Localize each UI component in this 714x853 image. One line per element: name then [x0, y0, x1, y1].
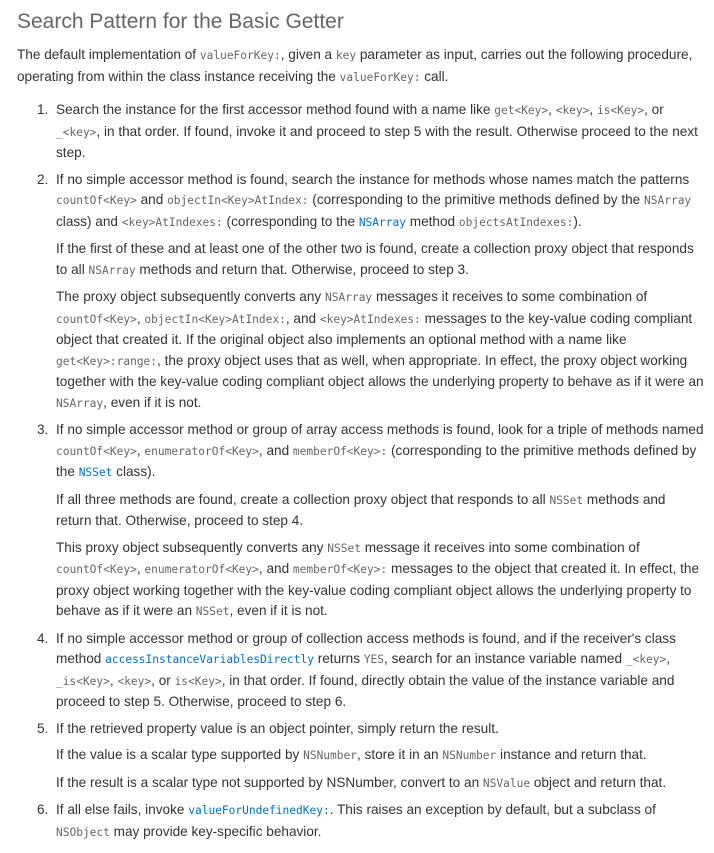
text-run: (corresponding to the primitive methods defined by the [56, 442, 697, 479]
step-paragraph [56, 490, 704, 532]
step-item [17, 800, 704, 843]
text-run: , and [258, 442, 293, 458]
step-item [17, 170, 704, 415]
api-link[interactable]: accessInstanceVariablesDirectly [105, 653, 314, 666]
step-number: 6. [37, 802, 49, 817]
inline-code: NSObject [56, 825, 110, 839]
inline-code: <key> [555, 104, 590, 117]
inline-code: NSNumber [303, 749, 357, 762]
inline-code: NSArray [88, 263, 136, 277]
text-run: , and [258, 561, 293, 576]
inline-code: memberOf<Key>: [292, 563, 388, 576]
text-run: , in that order. If found, directly obtain the value of the instance variable and proceed to step 5. Otherwise, proceed to step 6. [56, 672, 675, 709]
inline-code: memberOf<Key>: [292, 444, 388, 458]
step-number: 2. [37, 171, 49, 187]
inline-code: objectsAtIndexes: [458, 215, 574, 229]
inline-code: NSSet [549, 493, 584, 507]
step-paragraph [56, 100, 704, 164]
text-run: , [589, 102, 597, 117]
text-run: messages it receives to some combination of [372, 289, 648, 304]
inline-code: countOf<Key> [56, 312, 137, 326]
inline-code: is<Key> [174, 674, 222, 688]
step-number: 5. [37, 720, 49, 736]
text-run: If all three methods are found, create a collection proxy object that responds to all [56, 491, 550, 507]
inline-code: enumeratorOf<Key> [144, 563, 259, 576]
inline-code: NSSet [195, 605, 230, 618]
text-run: This proxy object subsequently converts any [56, 539, 328, 555]
text-run: , even if it is not. [103, 394, 202, 410]
api-link[interactable]: valueForUndefinedKey: [188, 804, 330, 817]
step-item [17, 100, 704, 164]
text-run: may provide key-specific behavior. [109, 823, 322, 839]
text-run: If the value is a scalar type supported by [56, 747, 304, 762]
step-paragraph [56, 773, 704, 795]
text-run: The default implementation of [17, 47, 200, 62]
text-run: , [548, 102, 556, 117]
page-title: Search Pattern for the Basic Getter [17, 10, 344, 33]
step-paragraph [56, 538, 704, 623]
text-run: method [405, 213, 459, 229]
text-run: , search for an instance variable named [384, 651, 626, 666]
text-run: returns [313, 651, 364, 666]
text-run: parameter as input, carries out the following procedure, operating from within the class instance receiving the [17, 47, 693, 84]
inline-code: <key>AtIndexes: [121, 215, 223, 229]
inline-code: get<Key> [494, 104, 549, 117]
text-run: If the result is a scalar type not supported by NSNumber, convert to an [56, 774, 483, 790]
inline-code: NSSet [327, 541, 361, 555]
inline-code: valueForKey: [339, 70, 421, 84]
text-run: If no simple accessor method or group of array access methods is found, look for a triple of methods named [56, 422, 704, 437]
step-number: 4. [37, 630, 49, 646]
text-run: message it receives into some combination of [360, 539, 640, 555]
text-run: call. [420, 68, 449, 84]
inline-code: objectIn<Key>AtIndex: [144, 312, 286, 326]
inline-code: <key> [117, 674, 152, 688]
text-run: , [109, 672, 118, 688]
step-paragraph [56, 420, 704, 484]
step-paragraph [56, 239, 704, 281]
text-run: The proxy object subsequently converts any [56, 289, 326, 304]
text-run: If the first of these and at least one of the other two is found, create a collection proxy object that responds to all [56, 241, 694, 277]
text-run: , [136, 442, 145, 458]
text-run: If no simple accessor method or group of collection access methods is found, and if the receiver's class method [56, 630, 676, 666]
inline-code: _<key> [625, 653, 667, 666]
inline-code: countOf<Key> [56, 194, 137, 207]
inline-code: NSArray [56, 396, 104, 410]
text-run: , store it in an [356, 747, 443, 762]
inline-code: countOf<Key> [56, 563, 137, 576]
text-run: If no simple accessor method is found, search the instance for methods whose names match the patterns [56, 171, 690, 187]
inline-code: valueForKey: [199, 49, 281, 62]
inline-code: key [335, 49, 357, 62]
text-run: , [136, 310, 145, 326]
inline-code: objectIn<Key>AtIndex: [167, 194, 309, 207]
text-run: instance and return that. [496, 747, 647, 762]
text-run: , or [644, 102, 664, 117]
text-run: class) and [56, 213, 122, 229]
text-run: class). [112, 464, 156, 479]
inline-code: countOf<Key> [56, 444, 137, 458]
text-run: , even if it is not. [229, 603, 328, 618]
text-run: If all else fails, invoke [56, 802, 189, 817]
inline-code: NSValue [482, 776, 531, 790]
text-run: , or [151, 672, 175, 688]
inline-code: NSArray [325, 291, 373, 304]
text-run: messages to the key-value coding compliant object that created it. If the original object also implements an optional method with a name like [56, 310, 693, 347]
inline-code: _is<Key> [56, 674, 110, 688]
step-item [17, 420, 704, 623]
text-run: , the proxy object uses that as well, when appropriate. In effect, the proxy object working together with the key-value coding compliant object allows the underlying property to behave as if it were an [56, 352, 704, 389]
step-paragraph [56, 170, 704, 234]
step-paragraph [56, 287, 704, 414]
text-run: Search the instance for the first accessor method found with a name like [56, 102, 495, 117]
step-paragraph [56, 745, 704, 767]
text-run: object and return that. [530, 774, 667, 790]
inline-code: NSNumber [442, 749, 497, 762]
inline-code: NSArray [644, 194, 692, 207]
inline-code: enumeratorOf<Key> [144, 444, 259, 458]
text-run: . This raises an exception by default, but a subclass of [329, 802, 656, 817]
inline-code: YES [363, 653, 385, 666]
step-item [17, 719, 704, 795]
intro-paragraph [17, 45, 704, 88]
inline-code: get<Key>:range: [56, 354, 158, 368]
text-run: (corresponding to the primitive methods defined by the [308, 192, 645, 207]
step-item [17, 629, 704, 713]
procedure-steps [17, 100, 704, 843]
text-run: (corresponding to the [222, 213, 359, 229]
inline-code: <key>AtIndexes: [319, 312, 421, 326]
text-run: , and [285, 310, 320, 326]
step-paragraph [56, 719, 704, 740]
text-run: , [136, 561, 145, 576]
step-paragraph [56, 629, 704, 713]
text-run: ). [573, 213, 582, 229]
text-run: , in that order. If found, invoke it and proceed to step 5 with the result. Otherwise proceed to the next step. [56, 123, 698, 160]
inline-code: _<key> [56, 125, 97, 139]
text-run: If the retrieved property value is an object pointer, simply return the result. [56, 720, 499, 736]
text-run: messages to the object that created it. In effect, the proxy object working together with the key-value coding compliant object allows the underlying property to behave as if it were an [56, 561, 700, 618]
text-run: methods and return that. Otherwise, proceed to step 4. [56, 491, 666, 528]
step-number: 3. [37, 422, 49, 437]
inline-code: is<Key> [596, 104, 645, 117]
text-run: methods and return that. Otherwise, proceed to step 3. [135, 261, 469, 277]
step-number: 1. [37, 102, 49, 117]
text-run: , given a [280, 47, 336, 62]
text-run: , [666, 651, 671, 666]
api-link[interactable]: NSArray [358, 215, 406, 229]
text-run: and [136, 192, 168, 207]
step-paragraph [56, 800, 704, 843]
api-link[interactable]: NSSet [78, 466, 113, 479]
